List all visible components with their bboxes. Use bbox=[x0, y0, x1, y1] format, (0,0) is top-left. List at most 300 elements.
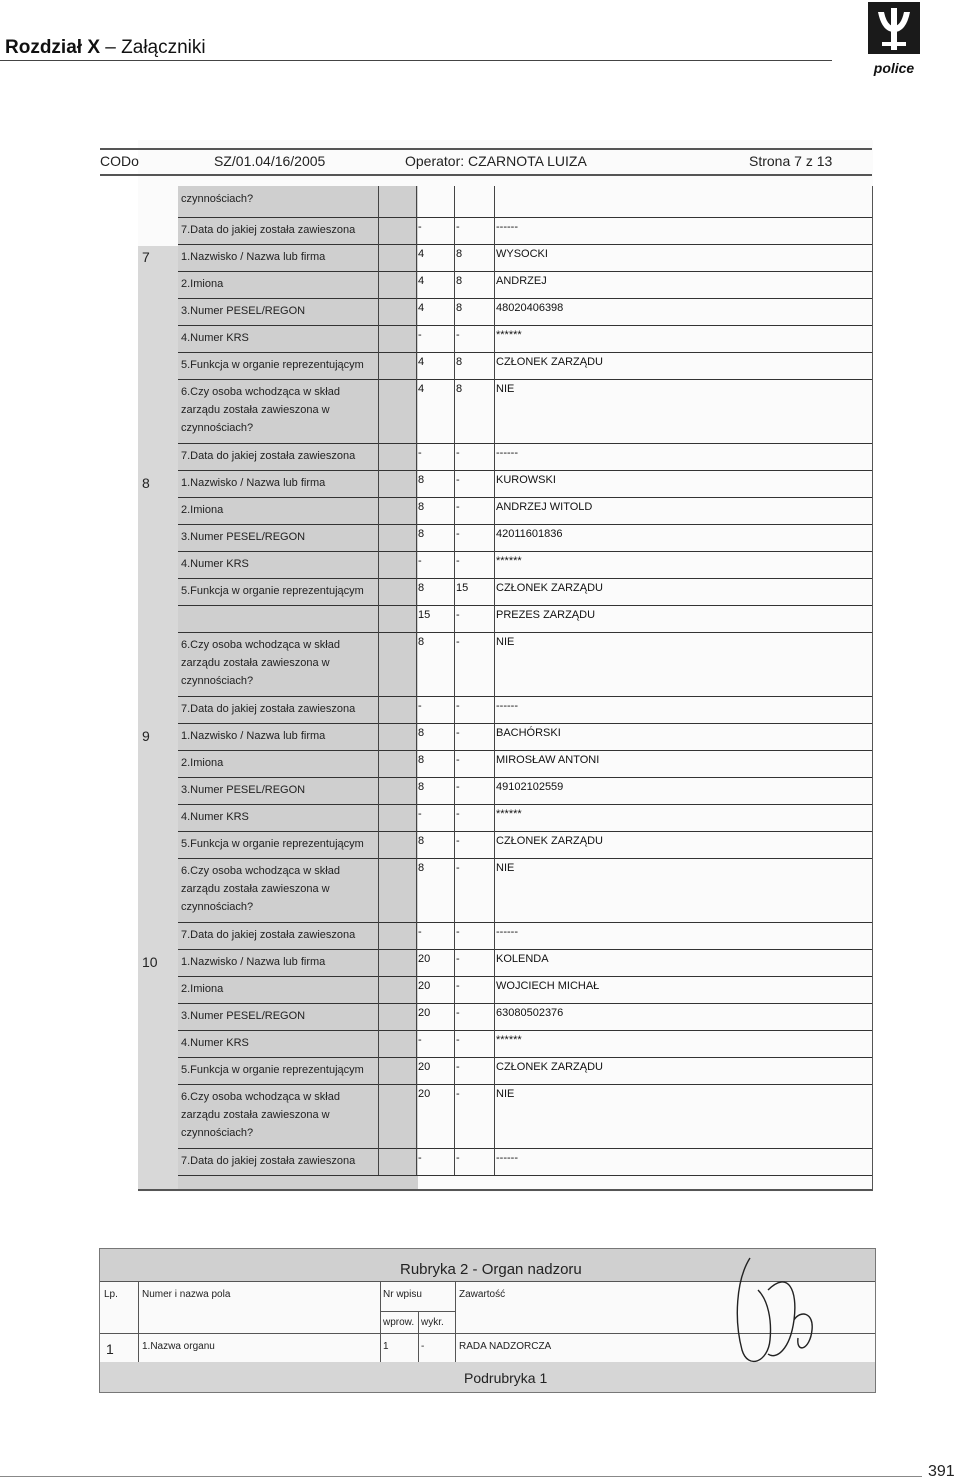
cell-rule bbox=[378, 949, 379, 976]
entry-in: 4 bbox=[418, 248, 425, 260]
entry-out: - bbox=[456, 447, 460, 459]
field-value: 42011601836 bbox=[496, 528, 563, 540]
table-row bbox=[178, 497, 873, 525]
field-value: ****** bbox=[496, 808, 522, 820]
rubryka-col-rule bbox=[380, 1281, 381, 1362]
cell-rule bbox=[378, 831, 379, 858]
cell-rule bbox=[416, 497, 417, 524]
field-value: CZŁONEK ZARZĄDU bbox=[496, 582, 603, 594]
cell-rule bbox=[454, 524, 455, 551]
cell-rule bbox=[416, 244, 417, 271]
cell-rule bbox=[454, 217, 455, 244]
field-label: 6.Czy osoba wchodząca w skład zarządu została zawieszona w czynnościach? bbox=[181, 1091, 340, 1139]
cell-rule bbox=[416, 605, 417, 632]
field-label: 4.Numer KRS bbox=[181, 811, 249, 823]
cell-rule bbox=[454, 298, 455, 325]
entry-out: - bbox=[456, 1007, 460, 1019]
chapter-title bbox=[5, 37, 206, 59]
row-value: RADA NADZORCZA bbox=[459, 1341, 552, 1352]
entry-in: - bbox=[418, 808, 422, 820]
table-row bbox=[178, 1057, 873, 1085]
cell-rule bbox=[416, 325, 417, 352]
table-row bbox=[178, 605, 873, 633]
cell-rule bbox=[454, 1084, 455, 1148]
cell-rule bbox=[416, 217, 417, 244]
field-value: KUROWSKI bbox=[496, 474, 556, 486]
col-value: Zawartość bbox=[459, 1289, 506, 1300]
field-value: WYSOCKI bbox=[496, 248, 548, 260]
cell-rule bbox=[494, 578, 495, 605]
table-row bbox=[178, 632, 873, 697]
cell-rule bbox=[378, 777, 379, 804]
field-value: ANDRZEJ WITOLD bbox=[496, 501, 593, 513]
field-value: NIE bbox=[496, 862, 515, 874]
table-row bbox=[178, 551, 873, 579]
col-name: Numer i nazwa pola bbox=[142, 1289, 231, 1300]
cell-rule bbox=[494, 605, 495, 632]
entry-in: 4 bbox=[418, 383, 425, 395]
cell-rule bbox=[454, 325, 455, 352]
cell-rule bbox=[378, 605, 379, 632]
cell-rule bbox=[416, 379, 417, 443]
entry-in: 8 bbox=[418, 528, 425, 540]
entry-in: 8 bbox=[418, 781, 425, 793]
field-label: 2.Imiona bbox=[181, 504, 224, 516]
field-label: 2.Imiona bbox=[181, 278, 224, 290]
field-label: 7.Data do jakiej została zawieszona bbox=[181, 703, 356, 715]
cell-rule bbox=[494, 949, 495, 976]
rubryka-col-rule bbox=[138, 1281, 139, 1362]
entry-out: - bbox=[456, 474, 460, 486]
cell-rule bbox=[416, 696, 417, 723]
cell-rule bbox=[378, 524, 379, 551]
entry-in: - bbox=[418, 1034, 422, 1046]
field-label: 5.Funkcja w organie reprezentującym bbox=[181, 1064, 364, 1076]
field-label: 3.Numer PESEL/REGON bbox=[181, 305, 306, 317]
cell-rule bbox=[378, 750, 379, 777]
cell-rule bbox=[416, 632, 417, 696]
table-row bbox=[178, 976, 873, 1004]
entry-in: - bbox=[418, 329, 422, 341]
cell-rule bbox=[454, 922, 455, 949]
cell-rule bbox=[378, 244, 379, 271]
group-gutter bbox=[138, 246, 178, 1190]
cell-rule bbox=[494, 497, 495, 524]
cell-rule bbox=[416, 352, 417, 379]
entry-out: - bbox=[456, 953, 460, 965]
table-row bbox=[178, 244, 873, 272]
page-number: 391 bbox=[928, 1463, 955, 1480]
cell-rule bbox=[494, 271, 495, 298]
cell-rule bbox=[416, 804, 417, 831]
cell-rule bbox=[494, 1003, 495, 1030]
cell-rule bbox=[416, 551, 417, 578]
cell-rule bbox=[454, 750, 455, 777]
cell-rule bbox=[494, 922, 495, 949]
cell-rule bbox=[416, 1084, 417, 1148]
cell-rule bbox=[494, 1057, 495, 1084]
entry-out: - bbox=[456, 700, 460, 712]
cell-rule bbox=[378, 325, 379, 352]
cell-rule bbox=[378, 804, 379, 831]
cell-rule bbox=[378, 298, 379, 325]
entry-out: - bbox=[456, 329, 460, 341]
field-value: CZŁONEK ZARZĄDU bbox=[496, 835, 603, 847]
entry-in: 4 bbox=[418, 275, 425, 287]
cell-rule bbox=[454, 1003, 455, 1030]
cell-rule bbox=[454, 831, 455, 858]
cell-rule bbox=[494, 1148, 495, 1175]
cell-rule bbox=[378, 976, 379, 1003]
field-value: NIE bbox=[496, 636, 515, 648]
cell-rule bbox=[378, 578, 379, 605]
field-label: 5.Funkcja w organie reprezentującym bbox=[181, 359, 364, 371]
field-label: 3.Numer PESEL/REGON bbox=[181, 531, 306, 543]
cell-rule bbox=[494, 379, 495, 443]
group-number: 7 bbox=[142, 249, 150, 265]
table-row bbox=[178, 470, 873, 498]
cell-rule bbox=[454, 1148, 455, 1175]
scan-code: CODo bbox=[100, 153, 139, 169]
section-label: Załączniki bbox=[121, 37, 206, 58]
chapter-separator: – bbox=[105, 37, 116, 58]
cell-rule bbox=[378, 379, 379, 443]
table-row bbox=[178, 1084, 873, 1149]
cell-rule bbox=[378, 271, 379, 298]
table-row bbox=[178, 352, 873, 380]
cell-rule bbox=[494, 750, 495, 777]
entry-in: 15 bbox=[418, 609, 431, 621]
cell-rule bbox=[378, 497, 379, 524]
row-entry-in: 1 bbox=[383, 1341, 389, 1352]
cell-rule bbox=[416, 976, 417, 1003]
cell-rule bbox=[416, 858, 417, 922]
field-label: 4.Numer KRS bbox=[181, 558, 249, 570]
cell-rule bbox=[454, 804, 455, 831]
cell-rule bbox=[454, 186, 455, 217]
table-row bbox=[178, 723, 873, 751]
entry-in: 20 bbox=[418, 953, 431, 965]
cell-rule bbox=[454, 858, 455, 922]
cell-rule bbox=[494, 976, 495, 1003]
cell-rule bbox=[416, 949, 417, 976]
table-row bbox=[178, 524, 873, 552]
field-value: BACHÓRSKI bbox=[496, 727, 561, 739]
table-row bbox=[178, 186, 873, 218]
table-row bbox=[178, 750, 873, 778]
field-label: 1.Nazwisko / Nazwa lub firma bbox=[181, 477, 326, 489]
handwritten-signature bbox=[728, 1250, 838, 1375]
field-label: 7.Data do jakiej została zawieszona bbox=[181, 1155, 356, 1167]
header-rule bbox=[0, 60, 832, 61]
field-label: 2.Imiona bbox=[181, 757, 224, 769]
field-label: 2.Imiona bbox=[181, 983, 224, 995]
entry-in: - bbox=[418, 447, 422, 459]
entry-out: 8 bbox=[456, 356, 463, 368]
col-entry-out: wykr. bbox=[421, 1317, 444, 1328]
entry-out: 8 bbox=[456, 302, 463, 314]
entry-in: - bbox=[418, 926, 422, 938]
table-row bbox=[178, 777, 873, 805]
table-row bbox=[178, 804, 873, 832]
entry-out: - bbox=[456, 754, 460, 766]
scan-page: Strona 7 z 13 bbox=[749, 153, 833, 169]
scan-operator: Operator: CZARNOTA LUIZA bbox=[405, 153, 587, 169]
logo-text: police bbox=[873, 60, 915, 76]
cell-rule bbox=[416, 1030, 417, 1057]
cell-rule bbox=[378, 470, 379, 497]
cell-rule bbox=[454, 443, 455, 470]
field-value: WOJCIECH MICHAŁ bbox=[496, 980, 600, 992]
entry-out: - bbox=[456, 221, 460, 233]
field-value: ------ bbox=[496, 1152, 518, 1164]
entry-out: 8 bbox=[456, 275, 463, 287]
field-label: 5.Funkcja w organie reprezentującym bbox=[181, 585, 364, 597]
field-value: ANDRZEJ bbox=[496, 275, 547, 287]
table-row bbox=[178, 325, 873, 353]
entry-out: - bbox=[456, 528, 460, 540]
publisher-logo bbox=[866, 2, 922, 80]
group-number: 9 bbox=[142, 728, 150, 744]
entry-in: 20 bbox=[418, 1007, 431, 1019]
cell-rule bbox=[454, 605, 455, 632]
field-value: NIE bbox=[496, 383, 515, 395]
col-entry-in: wprow. bbox=[383, 1317, 415, 1328]
cell-rule bbox=[454, 1057, 455, 1084]
cell-rule bbox=[378, 217, 379, 244]
cell-rule bbox=[494, 244, 495, 271]
field-value: ------ bbox=[496, 447, 518, 459]
entry-in: 8 bbox=[418, 474, 425, 486]
field-label: 7.Data do jakiej została zawieszona bbox=[181, 224, 356, 236]
field-label: 7.Data do jakiej została zawieszona bbox=[181, 929, 356, 941]
cell-rule bbox=[494, 804, 495, 831]
table-row bbox=[178, 217, 873, 245]
table-bottom-border bbox=[138, 1189, 873, 1191]
table-row bbox=[178, 1148, 873, 1176]
field-label: 6.Czy osoba wchodząca w skład zarządu została zawieszona w czynnościach? bbox=[181, 639, 340, 687]
entry-in: 4 bbox=[418, 356, 425, 368]
entry-in: 8 bbox=[418, 582, 425, 594]
entry-out: - bbox=[456, 835, 460, 847]
cell-rule bbox=[454, 497, 455, 524]
cell-rule bbox=[416, 723, 417, 750]
cell-rule bbox=[494, 217, 495, 244]
cell-rule bbox=[378, 1030, 379, 1057]
field-value: CZŁONEK ZARZĄDU bbox=[496, 1061, 603, 1073]
entry-in: 4 bbox=[418, 302, 425, 314]
entry-out: - bbox=[456, 926, 460, 938]
cell-rule bbox=[494, 186, 495, 217]
chapter-label: Rozdział X bbox=[5, 37, 101, 58]
entry-out: - bbox=[456, 727, 460, 739]
cell-rule bbox=[494, 1030, 495, 1057]
entry-in: 8 bbox=[418, 754, 425, 766]
field-value: 63080502376 bbox=[496, 1007, 564, 1019]
members-table bbox=[138, 186, 873, 1190]
cell-rule bbox=[378, 1003, 379, 1030]
cell-rule bbox=[494, 524, 495, 551]
cell-rule bbox=[454, 578, 455, 605]
entry-out: - bbox=[456, 781, 460, 793]
cell-rule bbox=[454, 777, 455, 804]
entry-out: - bbox=[456, 609, 460, 621]
entry-out: 8 bbox=[456, 383, 463, 395]
field-value: KOLENDA bbox=[496, 953, 549, 965]
cell-rule bbox=[378, 723, 379, 750]
cell-rule bbox=[416, 831, 417, 858]
cell-rule bbox=[494, 298, 495, 325]
field-value: ****** bbox=[496, 555, 522, 567]
entry-in: - bbox=[418, 221, 422, 233]
field-value: CZŁONEK ZARZĄDU bbox=[496, 356, 603, 368]
field-value: ****** bbox=[496, 329, 522, 341]
entry-out: - bbox=[456, 862, 460, 874]
cell-rule bbox=[378, 922, 379, 949]
cell-rule bbox=[494, 777, 495, 804]
table-row bbox=[178, 949, 873, 977]
field-label: 3.Numer PESEL/REGON bbox=[181, 784, 306, 796]
entry-out: - bbox=[456, 808, 460, 820]
cell-rule bbox=[416, 750, 417, 777]
cell-rule bbox=[494, 443, 495, 470]
entry-out: - bbox=[456, 1152, 460, 1164]
entry-out: - bbox=[456, 501, 460, 513]
field-label: 6.Czy osoba wchodząca w skład zarządu została zawieszona w czynnościach? bbox=[181, 386, 340, 434]
cell-rule bbox=[416, 578, 417, 605]
cell-rule bbox=[454, 352, 455, 379]
cell-rule bbox=[454, 949, 455, 976]
cell-rule bbox=[416, 1148, 417, 1175]
cell-rule bbox=[416, 777, 417, 804]
rubryka-col-rule bbox=[418, 1311, 419, 1362]
field-value: MIROSŁAW ANTONI bbox=[496, 754, 600, 766]
scan-header bbox=[100, 148, 872, 176]
field-label: czynnościach? bbox=[181, 193, 254, 205]
cell-rule bbox=[378, 551, 379, 578]
cell-rule bbox=[378, 352, 379, 379]
field-label: 4.Numer KRS bbox=[181, 332, 249, 344]
cell-rule bbox=[494, 551, 495, 578]
field-label: 4.Numer KRS bbox=[181, 1037, 249, 1049]
col-lp: Lp. bbox=[104, 1289, 118, 1300]
cell-rule bbox=[454, 696, 455, 723]
group-number: 8 bbox=[142, 475, 150, 491]
entry-in: - bbox=[418, 555, 422, 567]
field-value: 49102102559 bbox=[496, 781, 564, 793]
logo-mark-icon bbox=[868, 2, 920, 54]
cell-rule bbox=[416, 1003, 417, 1030]
row-entry-out: - bbox=[421, 1341, 425, 1352]
cell-rule bbox=[454, 1030, 455, 1057]
field-value: NIE bbox=[496, 1088, 515, 1100]
table-row bbox=[178, 298, 873, 326]
field-value: ****** bbox=[496, 1034, 522, 1046]
entry-in: - bbox=[418, 700, 422, 712]
table-row bbox=[178, 578, 873, 606]
entry-in: 20 bbox=[418, 980, 431, 992]
entry-in: 20 bbox=[418, 1061, 431, 1073]
entry-out: - bbox=[456, 1034, 460, 1046]
cell-rule bbox=[454, 976, 455, 1003]
entry-out: - bbox=[456, 555, 460, 567]
cell-rule bbox=[494, 858, 495, 922]
field-label: 1.Nazwisko / Nazwa lub firma bbox=[181, 956, 326, 968]
table-row bbox=[178, 858, 873, 923]
field-label: 3.Numer PESEL/REGON bbox=[181, 1010, 306, 1022]
cell-rule bbox=[416, 1057, 417, 1084]
footer-rule bbox=[0, 1476, 922, 1477]
cell-rule bbox=[494, 723, 495, 750]
field-label: 1.Nazwisko / Nazwa lub firma bbox=[181, 730, 326, 742]
cell-rule bbox=[416, 186, 417, 217]
cell-rule bbox=[494, 831, 495, 858]
field-label: 6.Czy osoba wchodząca w skład zarządu została zawieszona w czynnościach? bbox=[181, 865, 340, 913]
entry-in: 8 bbox=[418, 636, 425, 648]
row-name: 1.Nazwa organu bbox=[142, 1341, 215, 1352]
field-value: 48020406398 bbox=[496, 302, 564, 314]
table-row bbox=[178, 379, 873, 444]
entry-out: 15 bbox=[456, 582, 469, 594]
cell-rule bbox=[454, 271, 455, 298]
cell-rule bbox=[494, 1084, 495, 1148]
cell-rule bbox=[454, 632, 455, 696]
cell-rule bbox=[378, 1084, 379, 1148]
field-value: ------ bbox=[496, 221, 518, 233]
entry-in: 20 bbox=[418, 1088, 431, 1100]
entry-out: - bbox=[456, 1061, 460, 1073]
entry-in: 8 bbox=[418, 727, 425, 739]
cell-rule bbox=[378, 443, 379, 470]
field-value: PREZES ZARZĄDU bbox=[496, 609, 596, 621]
entry-out: - bbox=[456, 980, 460, 992]
table-row bbox=[178, 831, 873, 859]
table-row bbox=[178, 1030, 873, 1058]
cell-rule bbox=[416, 524, 417, 551]
entry-in: 8 bbox=[418, 835, 425, 847]
cell-rule bbox=[416, 271, 417, 298]
scan-form: SZ/01.04/16/2005 bbox=[214, 153, 326, 169]
group-number: 10 bbox=[142, 954, 158, 970]
subrubryka-title: Podrubryka 1 bbox=[464, 1370, 548, 1386]
table-row bbox=[178, 443, 873, 471]
cell-rule bbox=[378, 858, 379, 922]
table-row bbox=[178, 1003, 873, 1031]
entry-in: 8 bbox=[418, 501, 425, 513]
col-entry: Nr wpisu bbox=[383, 1289, 422, 1300]
cell-rule bbox=[454, 244, 455, 271]
cell-rule bbox=[454, 551, 455, 578]
rubryka-col-rule bbox=[455, 1281, 456, 1362]
cell-rule bbox=[378, 632, 379, 696]
table-row bbox=[178, 271, 873, 299]
cell-rule bbox=[416, 443, 417, 470]
entry-in: 8 bbox=[418, 862, 425, 874]
cell-rule bbox=[378, 1057, 379, 1084]
entry-out: - bbox=[456, 636, 460, 648]
cell-rule bbox=[378, 696, 379, 723]
cell-rule bbox=[416, 922, 417, 949]
table-row bbox=[178, 696, 873, 724]
cell-rule bbox=[494, 352, 495, 379]
cell-rule bbox=[494, 632, 495, 696]
table-right-border bbox=[872, 186, 873, 1190]
entry-out: - bbox=[456, 1088, 460, 1100]
cell-rule bbox=[416, 298, 417, 325]
entry-out: 8 bbox=[456, 248, 463, 260]
cell-rule bbox=[494, 470, 495, 497]
field-label: 1.Nazwisko / Nazwa lub firma bbox=[181, 251, 326, 263]
